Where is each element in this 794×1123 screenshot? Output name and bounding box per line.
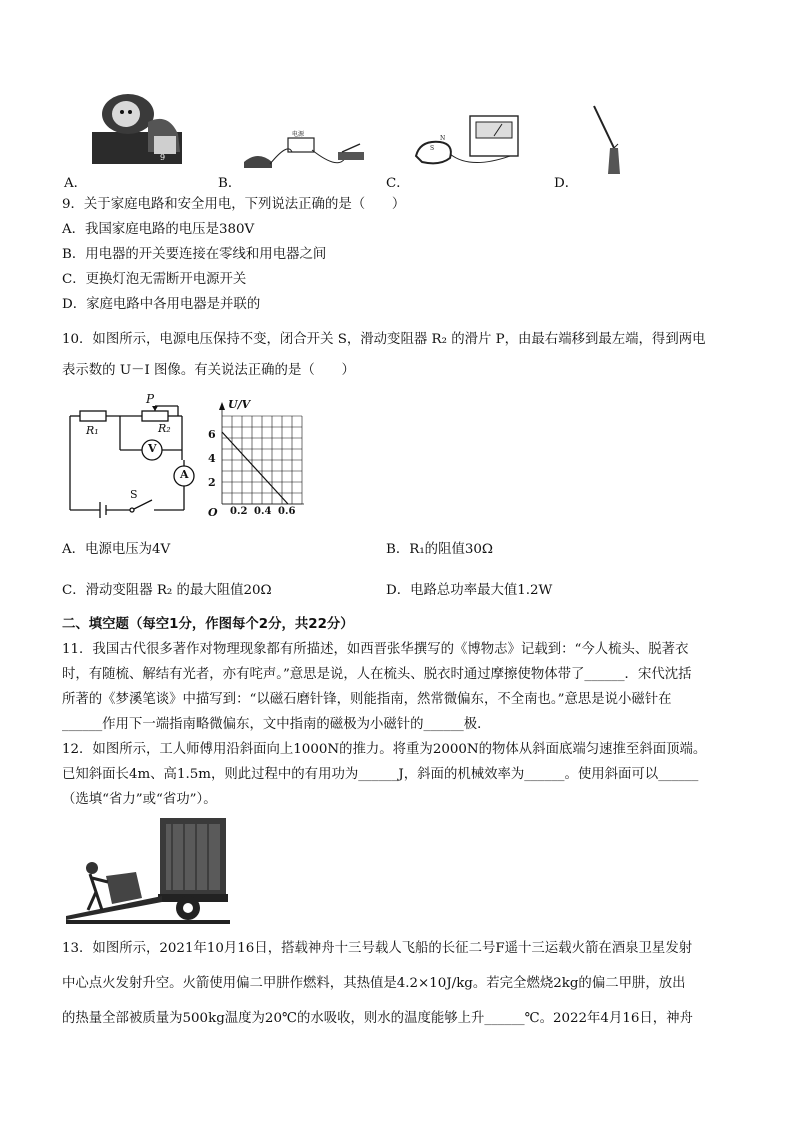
q13-line3: 的热量全部被质量为500kg温度为20℃的水吸收，则水的温度能够上升______℃。2022年4月16日，神舟 [62,1011,693,1026]
q8-option-b-image [240,132,370,174]
q12-line2: 已知斜面长4m、高1.5m，则此过程中的有用功为______J，斜面的机械效率为______。使用斜面可以______ [62,767,699,782]
q10-option-c: C．滑动变阻器 R₂ 的最大阻值20Ω [62,583,272,598]
q12-line1: 12．如图所示，工人师傅用沿斜面向上1000N的推力。将重为2000N的物体从斜面底端匀速推至斜面顶端。 [62,742,707,757]
svg-text:N: N [440,135,446,142]
q10-stem-line1: 10．如图所示，电源电压保持不变，闭合开关 S，滑动变阻器 R₂ 的滑片 P，由最右端移到最左端，得到两电 [62,332,706,347]
q12-ramp-image [66,816,230,928]
q10-option-b: B．R₁的阻值30Ω [386,542,493,557]
q8-option-c-label: C． [386,176,410,191]
q10-circuit-r2-label: R₂ [158,422,171,435]
q10-stem-line2: 表示数的 U－I 图像。有关说法正确的是（ ） [62,363,355,378]
q8-option-a-image [88,92,186,166]
q11-line4: ______作用下一端指南略微偏东，文中指南的磁极为小磁针的______极． [62,717,491,732]
svg-text:S: S [430,145,435,152]
q11-line3: 所著的《梦溪笔谈》中描写到：“以磁石磨针锋，则能指南，然常微偏东，不全南也。”意思是说小磁针在 [62,692,672,707]
q10-graph-origin: O [208,506,218,519]
q13-line2: 中心点火发射升空。火箭使用偏二甲肼作燃料，其热值是4.2×10J/kg。若完全燃烧2kg的偏二甲肼，放出 [62,976,686,991]
q11-line2: 时，有随梳、解结有光者，亦有咤声。”意思是说，人在梳头、脱衣时通过摩擦使物体带了______．宋代沈括 [62,667,692,682]
q8-option-a-label: A． [64,176,88,191]
q8-option-d-label: D． [554,176,579,191]
section-2-title: 二、填空题（每空1分，作图每个2分，共22分） [62,617,354,632]
q10-option-a: A．电源电压为4V [62,542,171,557]
svg-text:电源: 电源 [292,131,305,138]
q9-option-a: A．我国家庭电路的电压是380V [62,222,255,237]
q9-option-d: D．家庭电路中各用电器是并联的 [62,297,261,312]
q13-line1: 13．如图所示，2021年10月16日，搭载神舟十三号载人飞船的长征二号F遥十三运载火箭在酒泉卫星发射 [62,941,693,956]
q9-stem: 9．关于家庭电路和安全用电，下列说法正确的是（ ） [62,197,406,212]
q8-option-c-image [410,110,530,174]
q10-graph-ylabel: U/V [228,398,251,411]
q10-circuit-r1-label: R₁ [86,424,99,437]
q10-ammeter-label: A [180,468,189,481]
q9-option-c: C．更换灯泡无需断开电源开关 [62,272,247,287]
q8-option-b-label: B． [218,176,242,191]
q10-ui-graph [202,392,306,524]
q10-switch-label: S [130,488,138,501]
q10-graph-xtick-0.2: 0.2 [230,506,248,517]
q10-graph-ytick-2: 2 [208,476,216,489]
q10-graph-ytick-6: 6 [208,428,216,441]
q10-option-d: D．电路总功率最大值1.2W [386,583,553,598]
q10-circuit-diagram [64,392,214,518]
svg-text:9: 9 [160,153,166,162]
q12-line3: （选填“省力”或“省功”）。 [62,792,217,807]
q9-option-b: B．用电器的开关要连接在零线和用电器之间 [62,247,327,262]
q10-voltmeter-label: V [148,442,157,455]
q11-line1: 11．我国古代很多著作对物理现象都有所描述，如西晋张华撰写的《博物志》记载到：“今人梳头、脱著衣 [62,642,689,657]
q10-graph-ytick-4: 4 [208,452,216,465]
q10-graph-xtick-0.4: 0.4 [254,506,272,517]
q10-graph-xtick-0.6: 0.6 [278,506,296,517]
q8-option-d-image [588,104,638,178]
q10-circuit-p-label: P [146,392,155,406]
